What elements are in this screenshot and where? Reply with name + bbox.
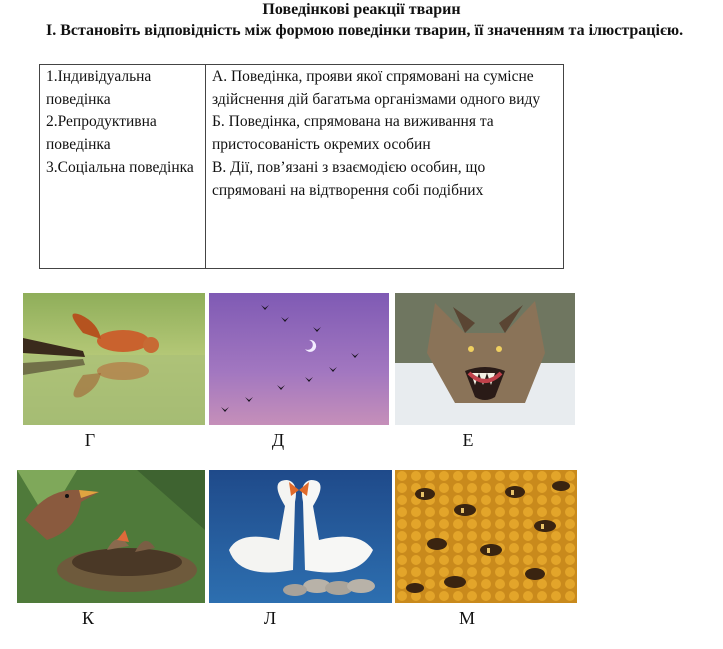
image-label: К xyxy=(81,608,94,628)
forms-column xyxy=(40,65,206,269)
birds-photo xyxy=(209,293,389,425)
meaning-item: В. Дії, пов’язані з взаємодією особин, що спрямовані на відтворення собі подібних xyxy=(212,158,490,199)
form-item: 1.Індивідуальна поведінка xyxy=(46,68,156,108)
image-label: Л xyxy=(263,608,277,628)
wolf-photo xyxy=(395,293,575,425)
form-item: 2.Репродуктивна поведінка xyxy=(46,113,161,154)
bees-photo xyxy=(395,470,577,603)
image-label: Д xyxy=(271,430,285,450)
image-label: Е xyxy=(462,430,474,450)
meaning-item: Б. Поведінка, спрямована на виживання та пристосованість окремих особин xyxy=(212,113,498,154)
image-label: М xyxy=(458,608,475,628)
meanings-column xyxy=(206,65,564,269)
task-heading: І. Встановіть відповідність між формою поведінки тварин, її значенням та ілюстрацією. xyxy=(46,22,684,39)
image-label: Г xyxy=(84,430,96,450)
squirrel-photo xyxy=(23,293,205,425)
meaning-item: А. Поведінка, прояви якої спрямовані на сумісне здійснення дій багатьма організмами одного виду xyxy=(212,68,541,108)
matching-table xyxy=(39,64,564,269)
form-item: 3.Соціальна поведінка xyxy=(46,158,194,176)
page-title: Поведінкові реакції тварин xyxy=(262,1,461,18)
nest-photo xyxy=(17,470,205,603)
swans-photo xyxy=(209,470,392,603)
